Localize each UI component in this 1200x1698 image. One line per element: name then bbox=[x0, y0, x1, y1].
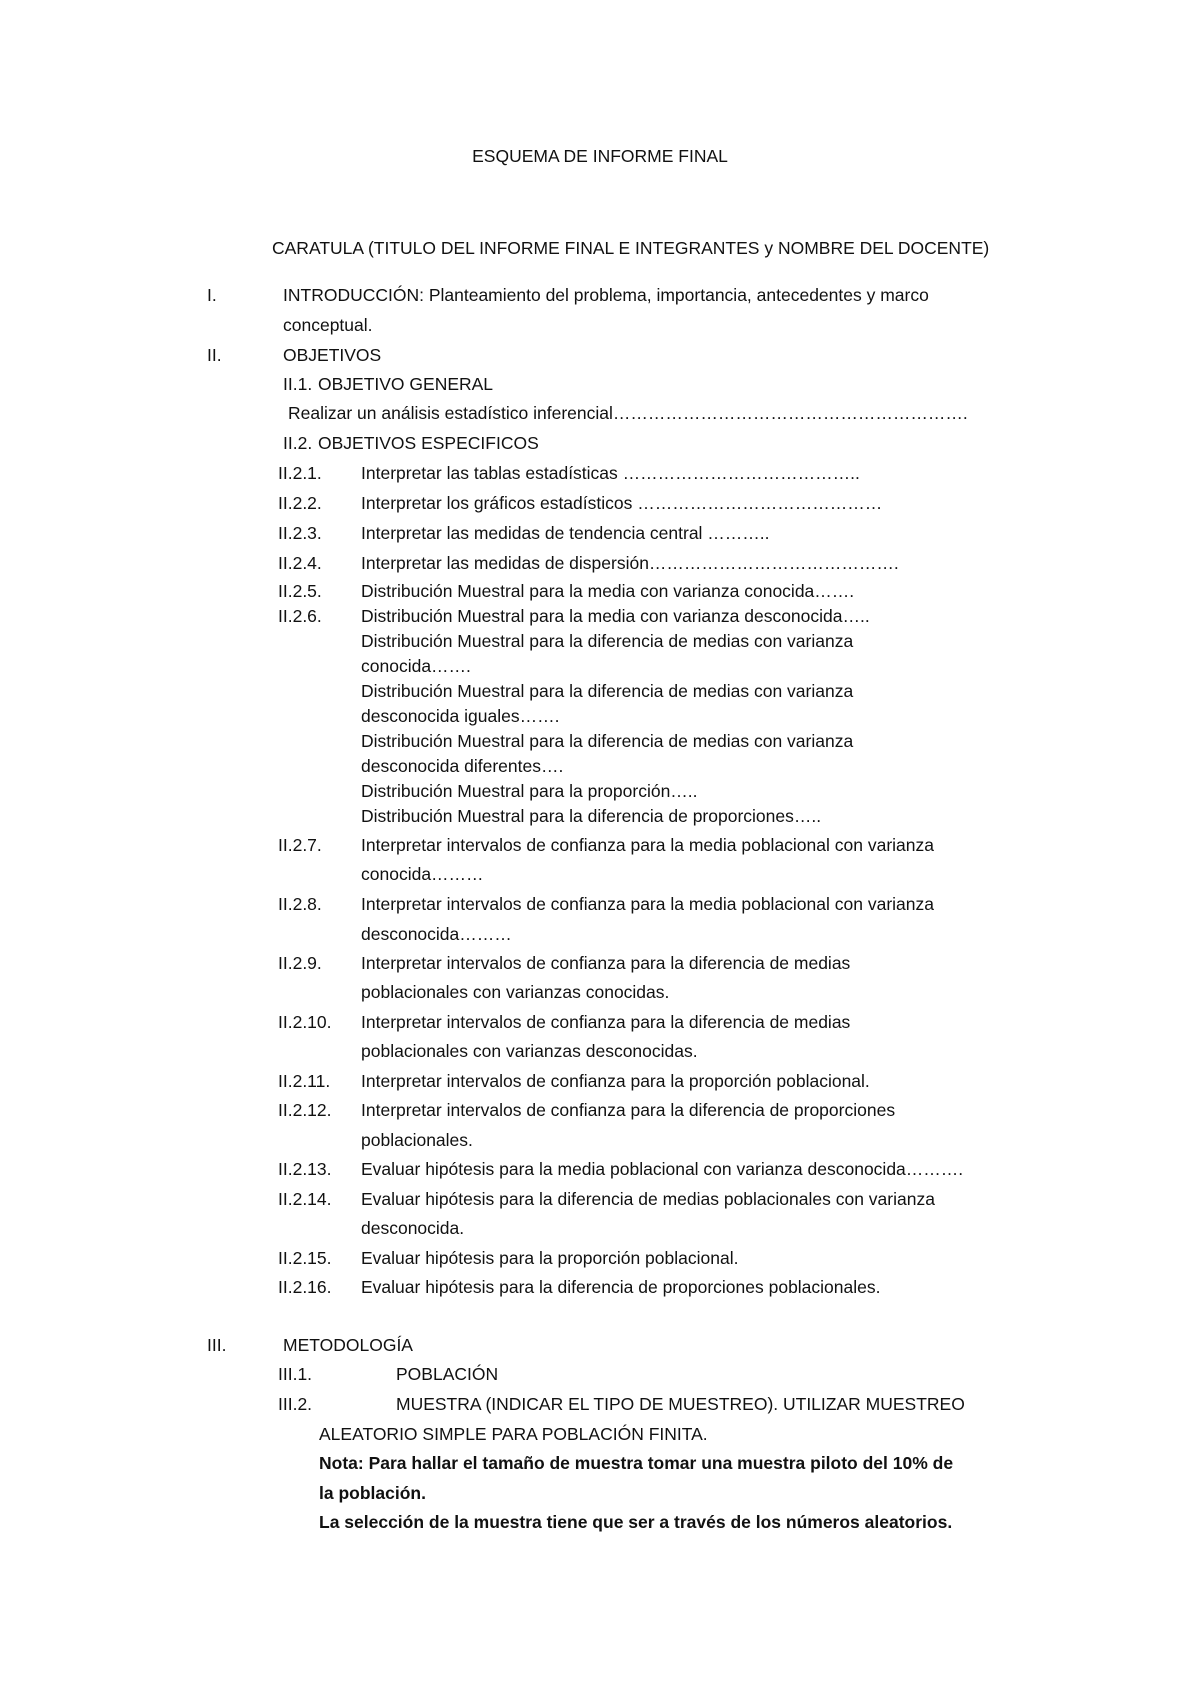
objective-text: Distribución Muestral para la media con varianza desconocida….. bbox=[361, 606, 870, 626]
objective-text: Interpretar intervalos de confianza para la media poblacional con varianza bbox=[361, 835, 934, 855]
objective-continuation: poblacionales con varianzas conocidas. bbox=[361, 982, 670, 1002]
note-line: La selección de la muestra tiene que ser a través de los números aleatorios. bbox=[319, 1512, 953, 1532]
caratula-line: CARATULA (TITULO DEL INFORME FINAL E INTEGRANTES y NOMBRE DEL DOCENTE) bbox=[272, 238, 990, 258]
methodology-item-number: III.1. bbox=[278, 1364, 313, 1384]
section-1-heading bbox=[283, 283, 929, 307]
objective-number: II.2.16. bbox=[278, 1277, 332, 1297]
objective-subline: Distribución Muestral para la proporción….. bbox=[361, 781, 698, 801]
objective-continuation: desconocida. bbox=[361, 1218, 465, 1238]
note-line: Nota: Para hallar el tamaño de muestra tomar una muestra piloto del 10% de bbox=[319, 1453, 954, 1473]
objective-subline: desconocida iguales……. bbox=[361, 706, 560, 726]
objective-number: II.2.11. bbox=[278, 1071, 331, 1091]
general-objective-text: Realizar un análisis estadístico inferencial……………………………………………………. bbox=[288, 403, 968, 423]
objective-subline: Distribución Muestral para la diferencia de medias con varianza bbox=[361, 681, 854, 701]
section-2-heading: OBJETIVOS bbox=[283, 345, 382, 365]
specific-objectives-heading: OBJETIVOS ESPECIFICOS bbox=[318, 433, 539, 453]
objective-number: II.2.7. bbox=[278, 835, 322, 855]
objective-subline: desconocida diferentes…. bbox=[361, 756, 564, 776]
objective-number: II.2.14. bbox=[278, 1189, 332, 1209]
objective-number: II.2.5. bbox=[278, 581, 322, 601]
section-1-label: INTRODUCCIÓN: bbox=[283, 285, 424, 305]
note-line: la población. bbox=[319, 1483, 426, 1503]
objective-subline: conocida……. bbox=[361, 656, 471, 676]
general-objective-number: II.1. bbox=[283, 374, 313, 394]
objective-text: Interpretar las tablas estadísticas ………………………………….. bbox=[361, 463, 860, 483]
objective-text: Interpretar las medidas de tendencia central ……….. bbox=[361, 523, 770, 543]
objective-number: II.2.6. bbox=[278, 606, 322, 626]
general-objective-heading: OBJETIVO GENERAL bbox=[318, 374, 494, 394]
objective-text: Evaluar hipótesis para la diferencia de medias poblacionales con varianza bbox=[361, 1189, 935, 1209]
objective-number: II.2.4. bbox=[278, 553, 322, 573]
objective-text: Evaluar hipótesis para la media poblacional con varianza desconocida………. bbox=[361, 1159, 964, 1179]
objective-text: Interpretar las medidas de dispersión……………………………………. bbox=[361, 553, 899, 573]
objective-text: Evaluar hipótesis para la proporción poblacional. bbox=[361, 1248, 739, 1268]
objective-number: II.2.3. bbox=[278, 523, 322, 543]
objective-number: II.2.13. bbox=[278, 1159, 332, 1179]
objective-text: Interpretar intervalos de confianza para la proporción poblacional. bbox=[361, 1071, 870, 1091]
section-1-text: Planteamiento del problema, importancia, antecedentes y marco bbox=[423, 285, 929, 305]
section-3-heading: METODOLOGÍA bbox=[283, 1335, 413, 1355]
objective-continuation: desconocida……… bbox=[361, 924, 512, 944]
objective-subline: Distribución Muestral para la diferencia de proporciones….. bbox=[361, 806, 822, 826]
methodology-item-label: POBLACIÓN bbox=[396, 1364, 499, 1384]
section-3-number: III. bbox=[207, 1335, 227, 1355]
objective-number: II.2.1. bbox=[278, 463, 322, 483]
methodology-item-label: MUESTRA (INDICAR EL TIPO DE MUESTREO). UTILIZAR MUESTREO bbox=[396, 1394, 965, 1414]
objective-subline: Distribución Muestral para la diferencia de medias con varianza bbox=[361, 631, 854, 651]
objective-text: Distribución Muestral para la media con varianza conocida……. bbox=[361, 581, 855, 601]
objective-number: II.2.15. bbox=[278, 1248, 332, 1268]
section-2-number: II. bbox=[207, 345, 222, 365]
objective-number: II.2.2. bbox=[278, 493, 322, 513]
objective-number: II.2.12. bbox=[278, 1100, 332, 1120]
objective-text: Evaluar hipótesis para la diferencia de proporciones poblacionales. bbox=[361, 1277, 881, 1297]
objective-continuation: poblacionales. bbox=[361, 1130, 473, 1150]
specific-objectives-number: II.2. bbox=[283, 433, 313, 453]
objective-text: Interpretar intervalos de confianza para la media poblacional con varianza bbox=[361, 894, 934, 914]
objective-number: II.2.9. bbox=[278, 953, 322, 973]
objective-text: Interpretar los gráficos estadísticos …………………………………… bbox=[361, 493, 883, 513]
objective-text: Interpretar intervalos de confianza para la diferencia de medias bbox=[361, 953, 851, 973]
section-1-continuation: conceptual. bbox=[283, 315, 373, 335]
objective-subline: Distribución Muestral para la diferencia de medias con varianza bbox=[361, 731, 854, 751]
objective-number: II.2.8. bbox=[278, 894, 322, 914]
methodology-item-number: III.2. bbox=[278, 1394, 313, 1414]
objective-text: Interpretar intervalos de confianza para la diferencia de medias bbox=[361, 1012, 851, 1032]
document-title: ESQUEMA DE INFORME FINAL bbox=[472, 146, 728, 166]
section-1-number: I. bbox=[207, 285, 217, 305]
objective-text: Interpretar intervalos de confianza para la diferencia de proporciones bbox=[361, 1100, 896, 1120]
objective-continuation: conocida……… bbox=[361, 864, 484, 884]
methodology-item-continuation: ALEATORIO SIMPLE PARA POBLACIÓN FINITA. bbox=[319, 1424, 708, 1444]
objective-number: II.2.10. bbox=[278, 1012, 332, 1032]
objective-continuation: poblacionales con varianzas desconocidas. bbox=[361, 1041, 698, 1061]
